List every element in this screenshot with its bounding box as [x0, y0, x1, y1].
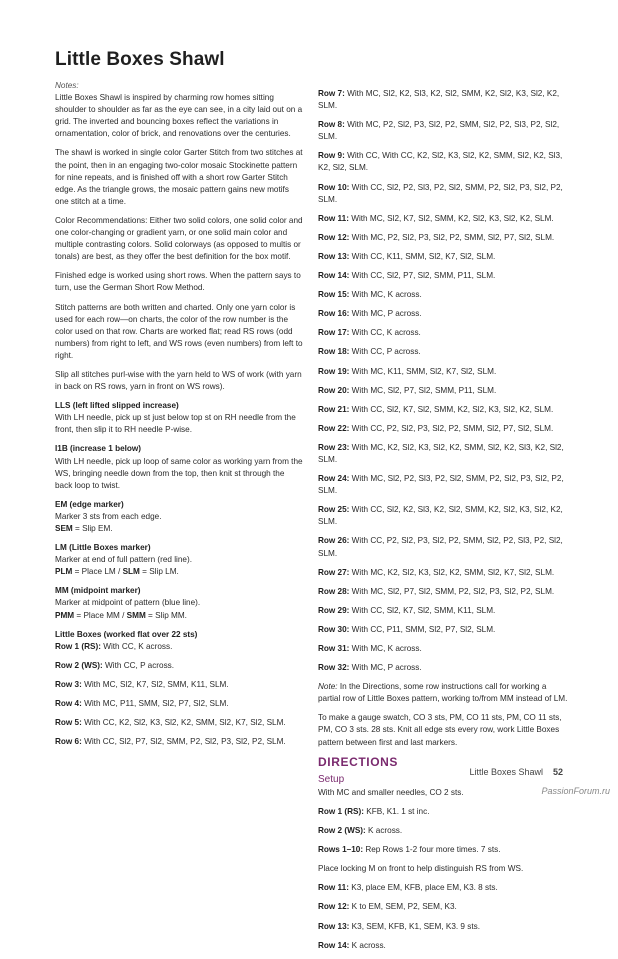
pattern-row [318, 289, 570, 301]
row-label: Row 10: [318, 182, 350, 192]
pattern-row [318, 232, 570, 244]
row-text: With CC, Sl2, K7, Sl2, SMM, K11, SLM. [349, 605, 496, 615]
row-text: With MC, P across. [349, 309, 422, 319]
row-label: Row 9: [318, 151, 345, 161]
pattern-row [55, 660, 303, 672]
row-label: Row 2 (WS): [55, 660, 103, 670]
setup-row [318, 806, 570, 818]
pattern-row [318, 442, 570, 466]
row-text: With MC, Sl2, K7, Sl2, SMM, K11, SLM. [81, 679, 229, 689]
row-text: With MC, Sl2, P7, Sl2, SMM, P11, SLM. [349, 385, 497, 395]
row-label: Row 2 (WS): [318, 826, 366, 836]
finished-edge-paragraph: Finished edge is worked using short rows. When the pattern says to turn, use the German Short Row Method. [55, 271, 301, 293]
construction-paragraph: The shawl is worked in single color Garter Stitch from two stitches at the point, then in an engaging two-color mosaic Stockinette pattern for nine repeats, and is finished off with a short row Garter Stitch edge. As the triangle grows, the mosaic pattern gains new motifs one stitch at a time. [55, 148, 303, 206]
row-label: Row 13: [318, 251, 350, 261]
row-text: With CC, P2, Sl2, P3, Sl2, P2, SMM, Sl2, P2, Sl3, P2, Sl2, SLM. [318, 536, 563, 558]
sem-def: = Slip EM. [72, 524, 113, 533]
pmm-abbr: PMM [55, 610, 75, 620]
pattern-row [55, 717, 303, 729]
row-text: With CC, P11, SMM, Sl2, P7, Sl2, SLM. [349, 624, 496, 634]
row-label: Row 19: [318, 366, 350, 376]
slip-stitches-paragraph: Slip all stitches purl-wise with the yarn held to WS of work (with yarn in back on RS rows, yarn in front on WS rows). [55, 369, 302, 392]
row-label: Row 29: [318, 605, 350, 615]
row-text: With CC, With CC, K2, Sl2, K3, Sl2, K2, SMM, Sl2, K2, Sl3, K2, Sl2, SLM. [318, 151, 563, 173]
row-label: Row 8: [318, 120, 345, 130]
pattern-row [318, 346, 570, 358]
right-column [318, 88, 570, 959]
row-label: Row 30: [318, 624, 350, 634]
slm-def: = Slip LM. [139, 567, 179, 577]
pattern-row [318, 423, 570, 435]
pattern-row [318, 119, 570, 143]
row-text: With MC, K2, Sl2, K3, Sl2, K2, SMM, Sl2, K2, Sl3, K2, Sl2, SLM. [318, 442, 564, 464]
pattern-row [318, 327, 570, 339]
setup-row [318, 940, 570, 952]
mm-definition [55, 585, 303, 621]
pattern-row [318, 270, 570, 282]
lls-heading: LLS (left lifted slipped increase) [55, 401, 179, 411]
row-text: K3, place EM, KFB, place EM, K3. 8 sts. [348, 883, 498, 893]
right-row-list [318, 88, 570, 674]
row-label: Row 22: [318, 423, 350, 433]
lls-text: With LH needle, pick up st just below top st on RH needle from the front, then slip it to RH needle P-wise. [55, 413, 296, 435]
setup-row [318, 825, 570, 837]
row-label: Row 20: [318, 385, 350, 395]
row-label: Row 25: [318, 505, 350, 515]
directions-note [318, 681, 570, 705]
setup-row [318, 901, 570, 913]
lm-abbreviations [55, 566, 303, 578]
pattern-row [55, 641, 303, 653]
row-text: K across. [349, 940, 386, 950]
directions-heading: DIRECTIONS [318, 754, 399, 769]
row-text: With CC, K2, Sl2, K3, Sl2, K2, SMM, Sl2, K7, Sl2, SLM. [81, 718, 286, 728]
plm-abbr: PLM [55, 567, 73, 577]
color-recommendations-paragraph: Color Recommendations: Either two solid colors, one solid color and one color-changing or gradient yarn, or one solid main color and multiple contrasting colors. Solid colorways (as opposed to multis or tonals) are best, as they offer the best definition for the box motif. [55, 215, 303, 262]
sem-abbreviation [55, 523, 303, 535]
row-text: With CC, Sl2, P7, Sl2, SMM, P2, Sl2, P3, Sl2, P2, SLM. [81, 737, 286, 747]
row-label: Row 12: [318, 232, 350, 242]
row-label: Row 31: [318, 644, 350, 653]
smm-abbr: SMM [126, 610, 146, 620]
row-text: With MC, K across. [349, 290, 422, 300]
row-label: Rows 1–10: [318, 845, 364, 855]
row-text: With CC, P across. [102, 660, 175, 670]
row-label: Row 13: [318, 921, 350, 931]
pmm-def: = Place MM / [74, 610, 127, 620]
row-text: With MC, P11, SMM, Sl2, P7, Sl2, SLM. [81, 699, 229, 709]
row-label: Row 1 (RS): [55, 641, 101, 651]
mm-text: Marker at midpoint of pattern (blue line). [55, 598, 201, 608]
stitch-patterns-paragraph: Stitch patterns are both written and charted. Only one yarn color is used for each row—on charts, the color of the row number is the color used on that row. Charts are worked flat; read RS rows (odd numbers) from right to left, and WS rows (even numbers) from left to right. [55, 302, 303, 360]
row-text: With MC, Sl2, K7, Sl2, SMM, K2, Sl2, K3, Sl2, K2, SLM. [348, 213, 554, 223]
row-text: With MC, Sl2, P7, Sl2, SMM, P2, Sl2, P3, Sl2, P2, SLM. [349, 586, 555, 596]
row-text: With CC, Sl2, P7, Sl2, SMM, P11, SLM. [349, 271, 496, 281]
row-text: K to EM, SEM, P2, SEM, K3. [349, 902, 457, 912]
pattern-row [318, 535, 570, 559]
row-label: Row 5: [55, 718, 82, 728]
pattern-row [318, 473, 570, 497]
pattern-row [318, 308, 570, 320]
place-marker-line: Place locking M on front to help distinguish RS from WS. [318, 864, 524, 874]
row-label: Row 17: [318, 328, 350, 338]
row-text: With MC, P across. [349, 663, 422, 673]
lls-definition [55, 400, 303, 436]
row-label: Row 11: [318, 213, 349, 223]
row-label: Row 27: [318, 567, 350, 577]
row-label: Row 7: [318, 89, 345, 98]
note-label: Note: [318, 682, 338, 692]
i1b-heading: I1B (increase 1 below) [55, 444, 142, 454]
row-text: With CC, Sl2, P2, Sl3, P2, Sl2, SMM, P2, Sl2, P3, Sl2, P2, SLM. [318, 182, 563, 204]
row-label: Row 24: [318, 474, 350, 484]
row-text: With MC, Sl2, P2, Sl3, P2, Sl2, SMM, P2, Sl2, P3, Sl2, P2, SLM. [318, 474, 564, 496]
plm-def: = Place LM / [72, 567, 123, 577]
pattern-row [318, 251, 570, 263]
page-title: Little Boxes Shawl [55, 49, 225, 70]
intro-paragraph: Little Boxes Shawl is inspired by charming row homes sitting shoulder to shoulder as far as the eye can see, in a city laid out on a grid. The inverted and bouncing boxes reflect the variations in ornamentation, color of brick, and renovations over the centuries. [55, 93, 303, 139]
row-text: With CC, K across. [100, 641, 173, 651]
row-label: Row 15: [318, 290, 350, 300]
pattern-row [318, 504, 570, 528]
page-number: 52 [552, 767, 563, 777]
row-label: Row 3: [55, 679, 82, 689]
note-text: In the Directions, some row instructions call for working a partial row of Little Boxes pattern, working to/from MM instead of LM. [318, 682, 568, 704]
pattern-row [318, 404, 570, 416]
i1b-definition [55, 443, 303, 491]
notes-label: Notes: [55, 81, 79, 90]
sem-abbr: SEM [55, 524, 73, 533]
watermark: PassionForum.ru [541, 786, 610, 796]
row-text: With MC, P2, Sl2, P3, Sl2, P2, SMM, Sl2, P7, Sl2, SLM. [349, 232, 555, 242]
mm-abbreviations [55, 610, 303, 622]
row-label: Row 11: [318, 883, 349, 893]
pattern-row [318, 385, 570, 397]
row-label: Row 28: [318, 586, 350, 596]
row-text: With CC, P2, Sl2, P3, Sl2, P2, SMM, Sl2, P7, Sl2, SLM. [349, 423, 554, 433]
pattern-row [55, 698, 303, 710]
pattern-row [55, 736, 303, 748]
pattern-row [318, 662, 570, 674]
pattern-row [318, 643, 570, 655]
em-definition [55, 499, 303, 535]
setup-row [318, 844, 570, 856]
row-text: KFB, K1. 1 st inc. [363, 806, 430, 816]
pattern-row [318, 150, 570, 174]
row-text: With CC, K11, SMM, Sl2, K7, Sl2, SLM. [349, 251, 496, 261]
pattern-row [318, 88, 570, 112]
i1b-text: With LH needle, pick up loop of same color as working yarn from the WS, bringing needle down from the top, then knit st through the back loop to twist. [55, 456, 303, 490]
row-label: Row 1 (RS): [318, 806, 364, 816]
row-label: Row 4: [55, 699, 82, 709]
pattern-row [318, 567, 570, 579]
row-label: Row 14: [318, 940, 350, 950]
smm-def: = Slip MM. [145, 610, 187, 620]
row-text: With CC, Sl2, K7, Sl2, SMM, K2, Sl2, K3, Sl2, K2, SLM. [349, 404, 554, 414]
row-text: With MC, Sl2, K2, Sl3, K2, Sl2, SMM, K2, Sl2, K3, Sl2, K2, SLM. [318, 89, 560, 111]
pattern-row [55, 679, 303, 691]
pattern-row [318, 182, 570, 206]
row-text: K3, SEM, KFB, K1, SEM, K3. 9 sts. [349, 921, 480, 931]
running-title: Little Boxes Shawl [469, 767, 543, 777]
setup-row [318, 882, 570, 894]
row-label: Row 14: [318, 271, 350, 281]
row-text: With MC, K11, SMM, Sl2, K7, Sl2, SLM. [349, 366, 497, 376]
left-row-list [55, 641, 303, 749]
lm-definition [55, 542, 303, 578]
lm-text: Marker at end of full pattern (red line). [55, 555, 192, 565]
row-text: With MC, K across. [349, 644, 422, 653]
em-heading: EM (edge marker) [55, 499, 124, 509]
row-label: Row 18: [318, 347, 350, 357]
pattern-row [318, 366, 570, 378]
pattern-row [318, 605, 570, 617]
slm-abbr: SLM [122, 567, 140, 577]
left-column [55, 80, 303, 755]
gauge-paragraph: To make a gauge swatch, CO 3 sts, PM, CO 11 sts, PM, CO 11 sts, PM, CO 3 sts. 28 sts. Knit all edge sts every row, work Little Boxes pattern between first and last markers. [318, 713, 562, 747]
pattern-heading: Little Boxes (worked flat over 22 sts) [55, 629, 198, 639]
row-text: Rep Rows 1-2 four more times. 7 sts. [363, 845, 501, 855]
pattern-row [318, 624, 570, 636]
row-text: With CC, P across. [349, 347, 421, 357]
lm-heading: LM (Little Boxes marker) [55, 543, 151, 553]
row-label: Row 12: [318, 902, 350, 912]
row-label: Row 6: [55, 737, 82, 747]
pattern-row [318, 213, 570, 225]
row-label: Row 21: [318, 404, 350, 414]
row-text: With MC, P2, Sl2, P3, Sl2, P2, SMM, Sl2, P2, Sl3, P2, Sl2, SLM. [318, 120, 560, 142]
row-label: Row 16: [318, 309, 350, 319]
pattern-row [318, 586, 570, 598]
setup-intro: With MC and smaller needles, CO 2 sts. [318, 787, 464, 797]
row-label: Row 26: [318, 536, 350, 546]
setup-row [318, 921, 570, 933]
row-text: With CC, Sl2, K2, Sl3, K2, Sl2, SMM, K2, Sl2, K3, Sl2, K2, SLM. [318, 505, 563, 527]
em-text: Marker 3 sts from each edge. [55, 511, 162, 521]
row-label: Row 32: [318, 663, 350, 673]
page-footer [469, 767, 563, 777]
row-text: With CC, K across. [349, 328, 421, 338]
row-text: With MC, K2, Sl2, K3, Sl2, K2, SMM, Sl2, K7, Sl2, SLM. [349, 567, 555, 577]
row-text: K across. [365, 826, 403, 836]
row-label: Row 23: [318, 442, 350, 452]
mm-heading: MM (midpoint marker) [55, 586, 141, 596]
setup-heading: Setup [318, 773, 345, 785]
